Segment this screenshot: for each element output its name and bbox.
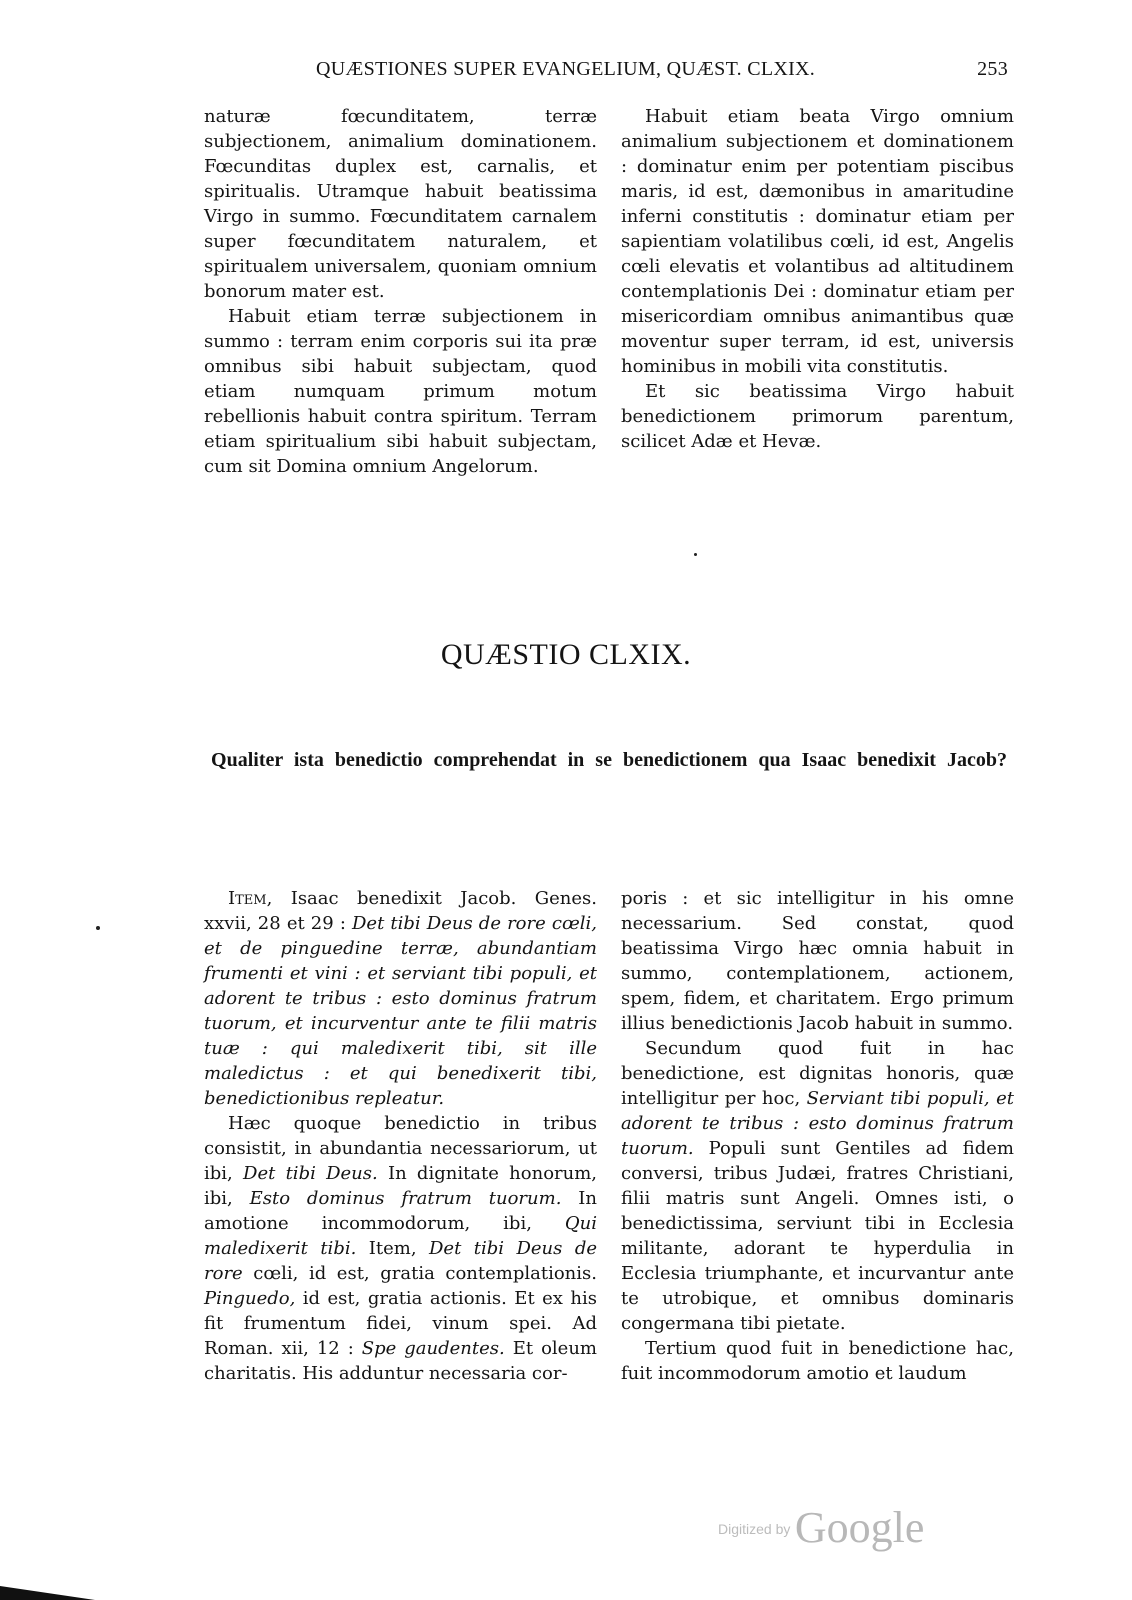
text-run: In amotione incommodorum, ibi, [204, 1188, 597, 1234]
text-run: Populi sunt Gentiles ad fidem conversi, tribus Judæi, fratres Christiani, filii matris sunt Angeli. Omnes isti, o benedictissima, serviunt tibi in Ecclesia militante, adorant te hyperdulia in Ecclesia triumphante, et incurvantur ante te utrobique, et omnibus dominaris congermana tibi pietate. [621, 1138, 1014, 1334]
italic-quote: Serviant tibi populi, et adorent te tribus : esto dominus fratrum tuorum. [621, 1088, 1014, 1159]
text-run: In dignitate honorum, ibi, [204, 1163, 598, 1209]
running-head-title: QUÆSTIONES SUPER EVANGELIUM, QUÆST. CLXIX. [316, 58, 816, 80]
column-top-left [204, 104, 597, 479]
italic-quote: Qui maledixerit tibi. [204, 1213, 597, 1259]
italic-quote: Det tibi Deus. [243, 1163, 378, 1184]
paragraph: poris : et sic intelligitur in his omne necessarium. Sed constat, quod beatissima Virgo hæc omnia habuit in summo, contemplationem, actionem, spem, fidem, et charitatem. Ergo primum illius benedictionis Jacob habuit in summo. [621, 888, 1014, 1034]
italic-quote: Pinguedo, [204, 1288, 296, 1309]
paragraph [204, 886, 597, 1111]
scan-speck [694, 553, 697, 556]
scripture-reference: Isaac benedixit Jacob. Genes. xxvii, 28 et 29 : [204, 888, 597, 934]
column-bottom-left [204, 886, 597, 1386]
column-top-right [621, 104, 1014, 454]
italic-quote: Det tibi Deus de rore [204, 1238, 597, 1284]
lead-word: Item, [228, 888, 273, 909]
text-run: Secundum quod fuit in hac benedictione, est dignitas honoris, quæ intelligitur per hoc, [621, 1038, 1014, 1109]
page-number: 253 [977, 58, 1008, 80]
paragraph: Tertium quod fuit in benedictione hac, fuit incommodorum amotio et laudum [621, 1338, 1014, 1384]
scan-edge-shadow [0, 1586, 95, 1600]
scan-speck [96, 926, 100, 930]
paragraph: Habuit etiam beata Virgo omnium animalium subjectionem et dominationem : dominatur enim per potentiam piscibus maris, id est, dæmonibus in amaritudine inferni constitutis : dominatur etiam per sapientiam volatilibus cœli, id est, Angelis cœli elevatis et volantibus ad altitudinem contemplationis Dei : dominatur etiam per misericordiam omnibus animantibus quæ moventur super terram, id est, universis hominibus in mobili vita constitutis. [621, 106, 1014, 377]
paragraph: Et sic beatissima Virgo habuit benedictionem primorum parentum, scilicet Adæ et Hevæ. [621, 381, 1014, 452]
paragraph: naturæ fœcunditatem, terræ subjectionem, animalium dominationem. Fœcunditas duplex est, carnalis, et spiritualis. Utramque habuit beatissima Virgo in summo. Fœcunditatem carnalem super fœcunditatem naturalem, et spiritualem universalem, quoniam omnium bonorum mater est. [204, 106, 597, 302]
digitized-watermark [718, 1502, 924, 1553]
scripture-quote: Det tibi Deus de rore cœli, et de pinguedine terræ, abundantiam frumenti et vini : et serviant tibi populi, et adorent te tribus : esto dominus fratrum tuorum, et incurventur ante te filii matris tuæ : qui maledixerit tibi, sit ille maledictus : et qui benedixerit tibi, benedictionibus repleatur. [204, 913, 597, 1109]
italic-quote: Spe gaudentes. [361, 1338, 505, 1359]
section-title: QUÆSTIO CLXIX. [440, 638, 692, 671]
text-run: Item, [356, 1238, 429, 1259]
paragraph: Habuit etiam terræ subjectionem in summo : terram enim corporis sui ita præ omnibus sibi habuit subjectam, quod etiam numquam primum motum rebellionis habuit contra spiritum. Terram etiam spiritualium sibi habuit subjectam, cum sit Domina omnium Angelorum. [204, 306, 597, 477]
paragraph [621, 1036, 1014, 1336]
watermark-prefix: Digitized by [718, 1521, 791, 1537]
paragraph [204, 1111, 597, 1386]
text-run: Hæc quoque benedictio in tribus consistit, in abundantia necessariorum, ut ibi, [204, 1113, 597, 1184]
running-head [316, 58, 1016, 94]
column-bottom-right [621, 886, 1014, 1386]
section-subtitle: Qualiter ista benedictio comprehendat in se benedictionem qua Isaac benedixit Jacob? [211, 749, 1007, 771]
google-logo: Google [794, 1503, 925, 1552]
text-run: id est, gratia actionis. Et ex his fit frumentum fidei, vinum spei. Ad Roman. xii, 12 : [204, 1288, 597, 1359]
italic-quote: Esto dominus fratrum tuorum. [249, 1188, 562, 1209]
text-run: cœli, id est, gratia contemplationis. [242, 1263, 597, 1284]
text-run: Et oleum charitatis. His adduntur necessaria cor- [204, 1338, 597, 1384]
